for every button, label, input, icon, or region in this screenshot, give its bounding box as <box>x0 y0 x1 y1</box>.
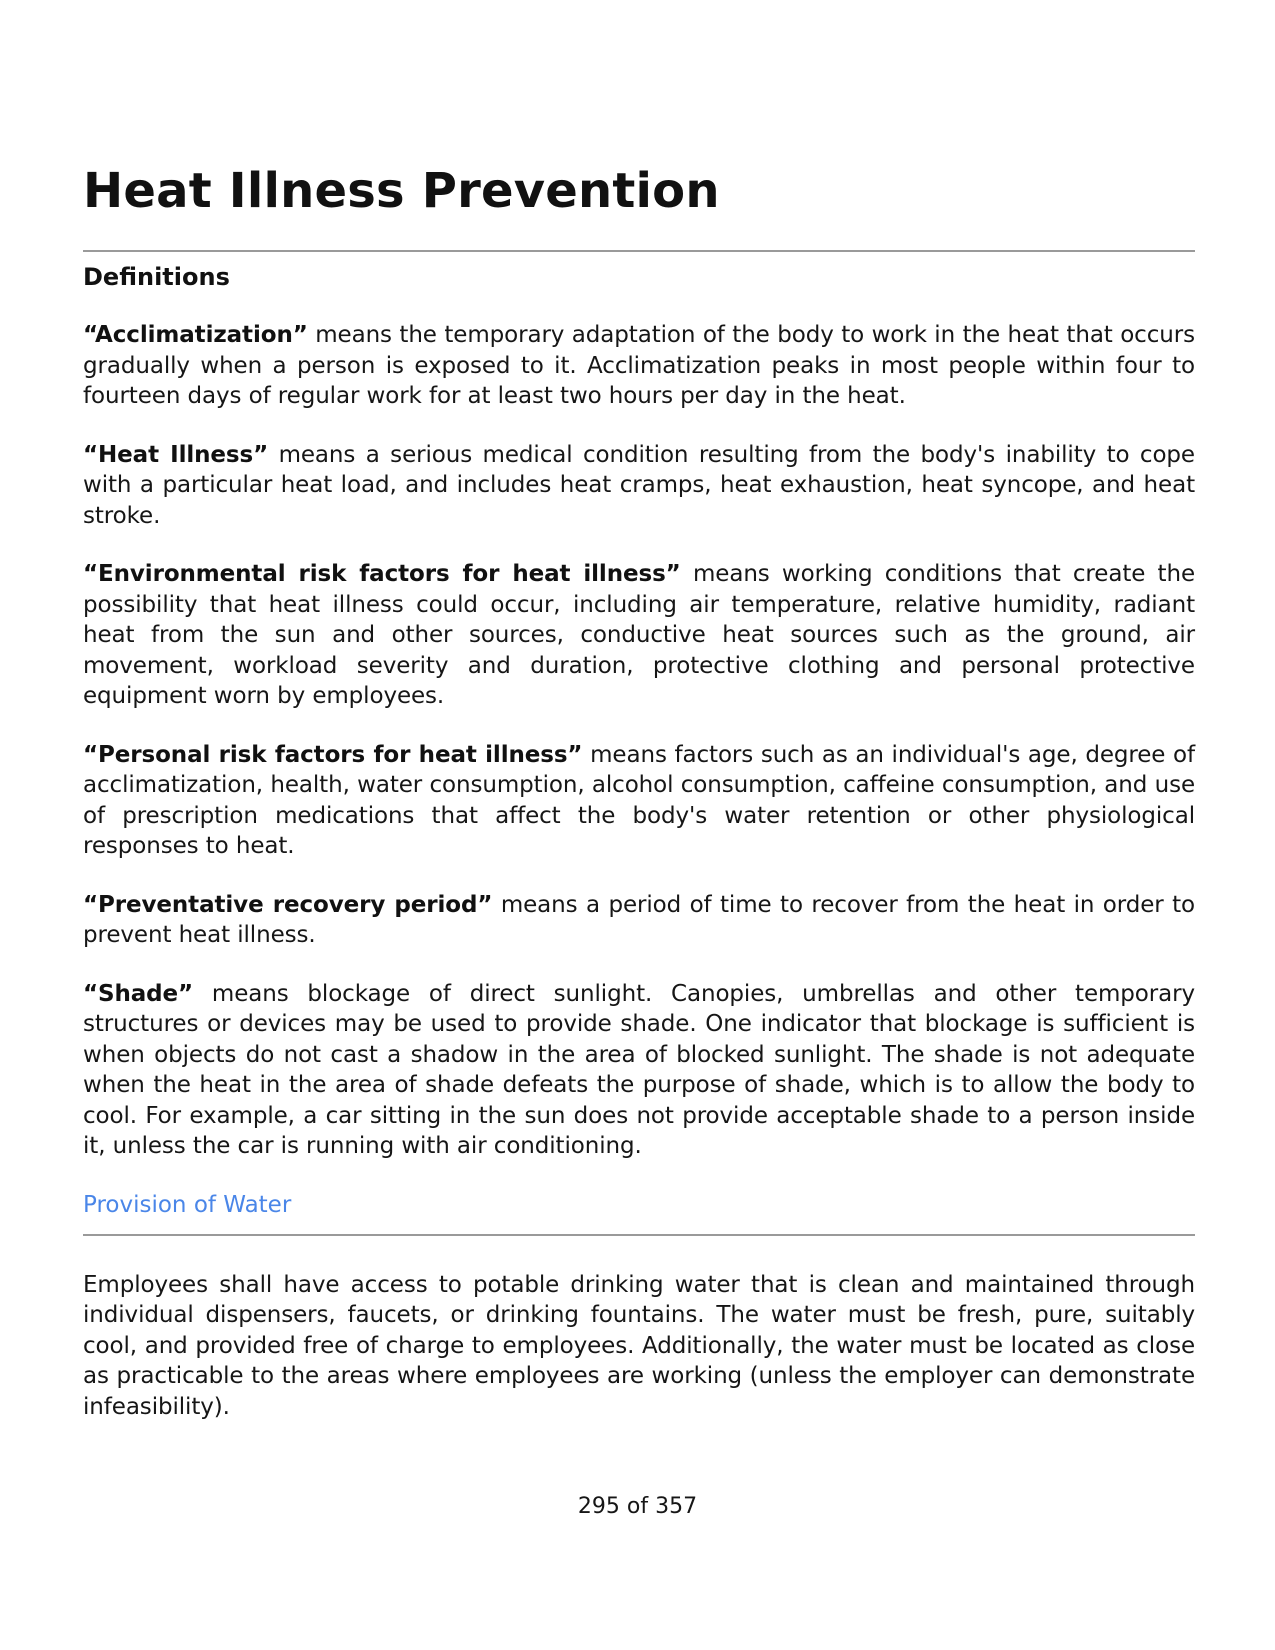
definition-acclimatization <box>83 320 1195 412</box>
definition-text: means a period of time to recover from the heat in order to prevent heat illness. <box>83 891 1195 948</box>
definition-shade <box>83 979 1195 1162</box>
definitions-heading: Definitions <box>83 263 230 291</box>
page-content <box>83 160 1195 1422</box>
definition-preventative-recovery-period <box>83 890 1195 951</box>
definition-term: “Shade” <box>83 980 194 1007</box>
definition-personal-risk-factors <box>83 740 1195 862</box>
definition-term: “Personal risk factors for heat illness” <box>83 741 583 768</box>
definition-term: “Preventative recovery period” <box>83 891 493 918</box>
section-heading-provision-of-water: Provision of Water <box>83 1191 292 1218</box>
definition-term: “Heat Illness” <box>83 441 269 468</box>
section-body-text: Employees shall have access to potable drinking water that is clean and maintained through individual dispensers, faucets, or drinking fountains. The water must be fresh, pure, suitably cool, and provided free of charge to employees. Additionally, the water must be located as close as practicable to the areas where employees are working (unless the employer can demonstrate infeasibility). <box>83 1271 1195 1420</box>
definition-text: means working conditions that create the possibility that heat illness could occur, including air temperature, relative humidity, radiant heat from the sun and other sources, conductive heat sources such as the ground, air movement, workload severity and duration, protective clothing and personal protective equipment worn by employees. <box>83 561 1195 709</box>
definition-term: “Environmental risk factors for heat illness” <box>83 561 681 587</box>
section-divider <box>83 1234 1195 1236</box>
definition-text: means a serious medical condition resulting from the body's inability to cope with a particular heat load, and includes heat cramps, heat exhaustion, heat syncope, and heat stroke. <box>83 441 1195 529</box>
definition-environmental-risk-factors <box>83 559 1195 712</box>
title-divider <box>83 250 1195 252</box>
definition-term: “Acclimatization” <box>83 322 308 348</box>
definition-heat-illness <box>83 440 1195 532</box>
definition-text: means blockage of direct sunlight. Canopies, umbrellas and other temporary structures or devices may be used to provide shade. One indicator that blockage is sufficient is when objects do not cast a shadow in the area of blocked sunlight. The shade is not adequate when the heat in the area of shade defeats the purpose of shade, which is to allow the body to cool. For example, a car sitting in the sun does not provide acceptable shade to a person inside it, unless the car is running with air conditioning. <box>83 980 1195 1159</box>
page-title: Heat Illness Prevention <box>83 163 720 219</box>
definition-text: means factors such as an individual's age, degree of acclimatization, health, water consumption, alcohol consumption, caffeine consumption, and use of prescription medications that affect the body's water retention or other physiological responses to heat. <box>83 741 1195 859</box>
definition-text: means the temporary adaptation of the body to work in the heat that occurs gradually when a person is exposed to it. Acclimatization peaks in most people within four to fourteen days of regular work for at least two hours per day in the heat. <box>83 322 1195 409</box>
page-number: 295 of 357 <box>577 1494 698 1519</box>
